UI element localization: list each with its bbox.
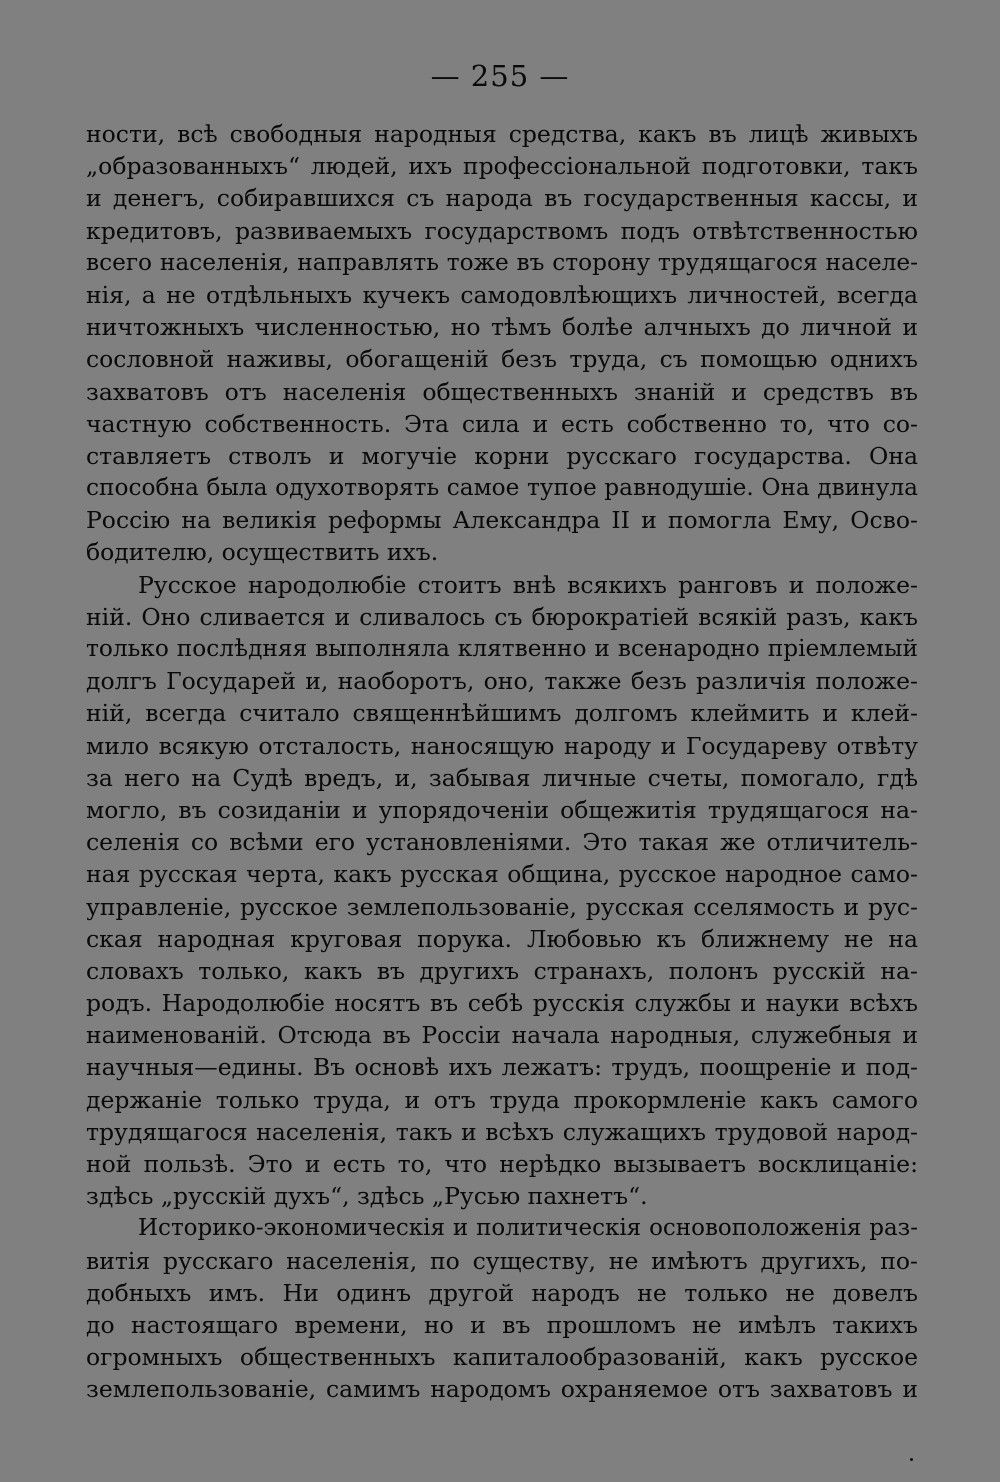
text-line: ставляетъ стволъ и могучіе корни русскаго государства. Она — [86, 441, 918, 470]
text-line: селенія со всѣми его установленіями. Это такая же отличитель- — [86, 828, 918, 857]
text-line: витія русскаго населенія, по существу, не имѣютъ другихъ, по- — [86, 1246, 918, 1275]
text-line: управленіе, русское землепользованіе, русская сселямость и рус- — [86, 892, 918, 921]
text-line: Русское народолюбіе стоитъ внѣ всякихъ ранговъ и положе- — [138, 570, 918, 599]
text-line: долгъ Государей и, наоборотъ, оно, также безъ различія положе- — [86, 667, 918, 696]
text-line: способна была одухотворять самое тупое равнодушіе. Она двинула — [86, 474, 918, 502]
print-speck — [910, 1458, 913, 1461]
text-line: добныхъ имъ. Ни одинъ другой народъ не только не довелъ — [86, 1278, 918, 1307]
text-line: родъ. Народолюбіе носятъ въ себѣ русскія службы и науки всѣхъ — [86, 989, 918, 1018]
text-line: словахъ только, какъ въ другихъ странахъ, полонъ русскій на- — [86, 956, 918, 985]
text-line: ній. Оно сливается и сливалось съ бюрократіей всякій разъ, какъ — [86, 602, 918, 631]
text-line: трудящагося населенія, такъ и всѣхъ служащихъ трудовой народ- — [86, 1117, 918, 1146]
text-line: сословной наживы, обогащеній безъ труда, съ помощью однихъ — [86, 345, 918, 374]
text-line: ничтожныхъ численностью, но тѣмъ болѣе алчныхъ до личной и — [86, 313, 918, 342]
text-line: кредитовъ, развиваемыхъ государствомъ подъ отвѣтственностью — [86, 216, 918, 245]
page-number: — 255 — — [430, 59, 570, 93]
text-line: мило всякую отсталость, наносящую народу и Государеву отвѣту — [86, 731, 918, 760]
text-line: и денегъ, собиравшихся съ народа въ государственныя кассы, и — [86, 184, 918, 213]
text-line: здѣсь „русскій духъ“, здѣсь „Русью пахнетъ“. — [86, 1182, 648, 1211]
text-line: землепользованіе, самимъ народомъ охраняемое отъ захватовъ и — [86, 1375, 918, 1404]
text-line: наименованій. Отсюда въ Россіи начала народныя, служебныя и — [86, 1021, 918, 1050]
text-line: ной пользѣ. Это и есть то, что нерѣдко вызываетъ восклицаніе: — [86, 1150, 918, 1178]
text-line: частную собственность. Эта сила и есть собственно то, что со- — [86, 409, 918, 438]
text-line: держаніе только труда, и отъ труда прокормленіе какъ самого — [86, 1085, 918, 1114]
text-line: за него на Судѣ вредъ, и, забывая личные счеты, помогало, гдѣ — [86, 763, 918, 792]
body-text — [86, 118, 918, 1406]
text-line: ская народная круговая порука. Любовью къ ближнему не на — [86, 924, 918, 953]
text-line: захватовъ отъ населенія общественныхъ знаній и средствъ въ — [86, 377, 918, 406]
text-line: „образованныхъ“ людей, ихъ профессіональной подготовки, такъ — [86, 152, 918, 181]
text-line: ній, всегда считало священнѣйшимъ долгомъ клеймить и клей- — [86, 699, 918, 728]
text-line: только послѣдняя выполняла клятвенно и всенародно пріемлемый — [86, 635, 918, 662]
text-line: бодителю, осуществить ихъ. — [86, 538, 439, 567]
text-line: Историко-экономическія и политическія основоположенія раз- — [138, 1215, 918, 1242]
text-line: могло, въ созиданіи и упорядоченіи общежитія трудящагося на- — [86, 795, 918, 824]
text-line: всего населенія, направлять тоже въ сторону трудящагося населе- — [86, 248, 918, 276]
text-line: Россію на великія реформы Александра II и помогла Ему, Осво- — [86, 506, 918, 535]
text-line: огромныхъ общественныхъ капиталообразованій, какъ русское — [86, 1343, 918, 1372]
text-line: научныя—едины. Въ основѣ ихъ лежатъ: трудъ, поощреніе и под- — [86, 1053, 918, 1082]
text-line: ности, всѣ свободныя народныя средства, какъ въ лицѣ живыхъ — [86, 120, 918, 148]
text-line: ная русская черта, какъ русская община, русское народное само- — [86, 860, 918, 889]
text-line: нія, а не отдѣльныхъ кучекъ самодовлѣющихъ личностей, всегда — [86, 280, 918, 309]
text-line: до настоящаго времени, но и въ прошломъ не имѣлъ такихъ — [86, 1310, 918, 1339]
